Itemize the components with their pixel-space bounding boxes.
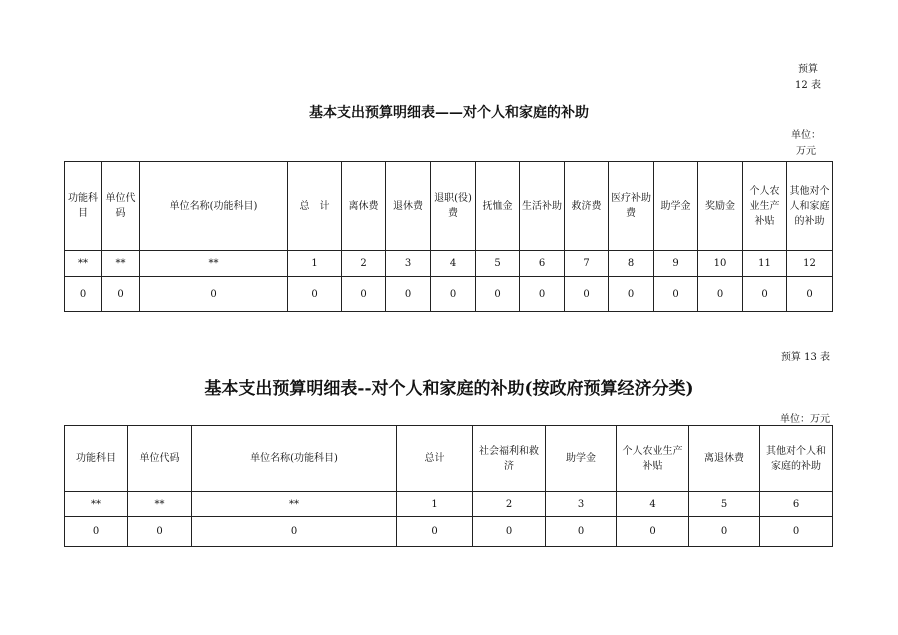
index-cell: **	[128, 492, 192, 517]
table2	[64, 425, 833, 547]
data-cell: 0	[386, 277, 431, 312]
index-cell: 2	[473, 492, 546, 517]
index-cell: 12	[787, 251, 833, 277]
index-cell: **	[102, 251, 140, 277]
header-cell: 医疗补助费	[609, 162, 654, 251]
index-cell: 6	[520, 251, 565, 277]
data-cell: 0	[609, 277, 654, 312]
data-cell: 0	[288, 277, 342, 312]
header-cell: 退职(役)费	[431, 162, 476, 251]
table1-header-row	[65, 162, 833, 251]
table2-unit: 单位：万元	[780, 414, 830, 425]
header-cell: 功能科目	[65, 162, 102, 251]
index-cell: **	[65, 251, 102, 277]
data-cell: 0	[431, 277, 476, 312]
header-cell: 单位名称(功能科目)	[140, 162, 288, 251]
data-cell: 0	[520, 277, 565, 312]
index-cell: 1	[397, 492, 473, 517]
data-cell: 0	[476, 277, 520, 312]
data-cell: 0	[342, 277, 386, 312]
data-cell: 0	[565, 277, 609, 312]
header-cell: 总 计	[288, 162, 342, 251]
table1-unit-line2: 万元	[796, 146, 816, 157]
header-cell: 离休费	[342, 162, 386, 251]
header-cell: 其他对个人和家庭的补助	[787, 162, 833, 251]
index-cell: 7	[565, 251, 609, 277]
data-cell: 0	[787, 277, 833, 312]
header-cell: 助学金	[654, 162, 698, 251]
table1-title: 基本支出预算明细表——对个人和家庭的补助	[309, 105, 589, 121]
header-cell: 单位代码	[102, 162, 140, 251]
table1-unit-line1: 单位：	[791, 130, 821, 141]
index-cell: 4	[617, 492, 689, 517]
table1-code-line2: 12 表	[795, 80, 821, 91]
table1-code-line1: 预算	[798, 64, 818, 75]
table2-title: 基本支出预算明细表--对个人和家庭的补助(按政府预算经济分类)	[204, 379, 694, 399]
table2-code: 预算 13 表	[780, 352, 830, 363]
data-cell: 0	[654, 277, 698, 312]
header-cell: 功能科目	[65, 426, 128, 492]
table1	[64, 161, 833, 312]
header-cell: 奖励金	[698, 162, 743, 251]
table1-code	[790, 62, 826, 94]
data-cell: 0	[102, 277, 140, 312]
table1-unit	[786, 128, 826, 160]
header-cell: 单位代码	[128, 426, 192, 492]
header-cell: 救济费	[565, 162, 609, 251]
table1-index-row	[65, 251, 833, 277]
index-cell: 8	[609, 251, 654, 277]
index-cell: **	[140, 251, 288, 277]
index-cell: 10	[698, 251, 743, 277]
index-cell: **	[65, 492, 128, 517]
data-cell: 0	[760, 517, 833, 547]
index-cell: 9	[654, 251, 698, 277]
index-cell: 2	[342, 251, 386, 277]
header-cell: 生活补助	[520, 162, 565, 251]
data-cell: 0	[743, 277, 787, 312]
header-cell: 离退休费	[689, 426, 760, 492]
index-cell: 3	[546, 492, 617, 517]
header-cell: 个人农业生产补贴	[617, 426, 689, 492]
index-cell: 11	[743, 251, 787, 277]
index-cell: 5	[689, 492, 760, 517]
table2-index-row	[65, 492, 833, 517]
header-cell: 个人农业生产补贴	[743, 162, 787, 251]
index-cell: 5	[476, 251, 520, 277]
data-cell: 0	[473, 517, 546, 547]
header-cell: 助学金	[546, 426, 617, 492]
data-cell: 0	[698, 277, 743, 312]
data-cell: 0	[617, 517, 689, 547]
header-cell: 单位名称(功能科目)	[192, 426, 397, 492]
data-cell: 0	[546, 517, 617, 547]
data-cell: 0	[140, 277, 288, 312]
data-cell: 0	[65, 517, 128, 547]
header-cell: 总计	[397, 426, 473, 492]
data-cell: 0	[128, 517, 192, 547]
data-cell: 0	[397, 517, 473, 547]
header-cell: 退休费	[386, 162, 431, 251]
table2-header-row	[65, 426, 833, 492]
index-cell: 3	[386, 251, 431, 277]
table2-data-row	[65, 517, 833, 547]
data-cell: 0	[65, 277, 102, 312]
index-cell: 4	[431, 251, 476, 277]
header-cell: 抚恤金	[476, 162, 520, 251]
data-cell: 0	[192, 517, 397, 547]
table1-data-row	[65, 277, 833, 312]
header-cell: 其他对个人和家庭的补助	[760, 426, 833, 492]
header-cell: 社会福利和救济	[473, 426, 546, 492]
index-cell: 6	[760, 492, 833, 517]
data-cell: 0	[689, 517, 760, 547]
index-cell: **	[192, 492, 397, 517]
index-cell: 1	[288, 251, 342, 277]
